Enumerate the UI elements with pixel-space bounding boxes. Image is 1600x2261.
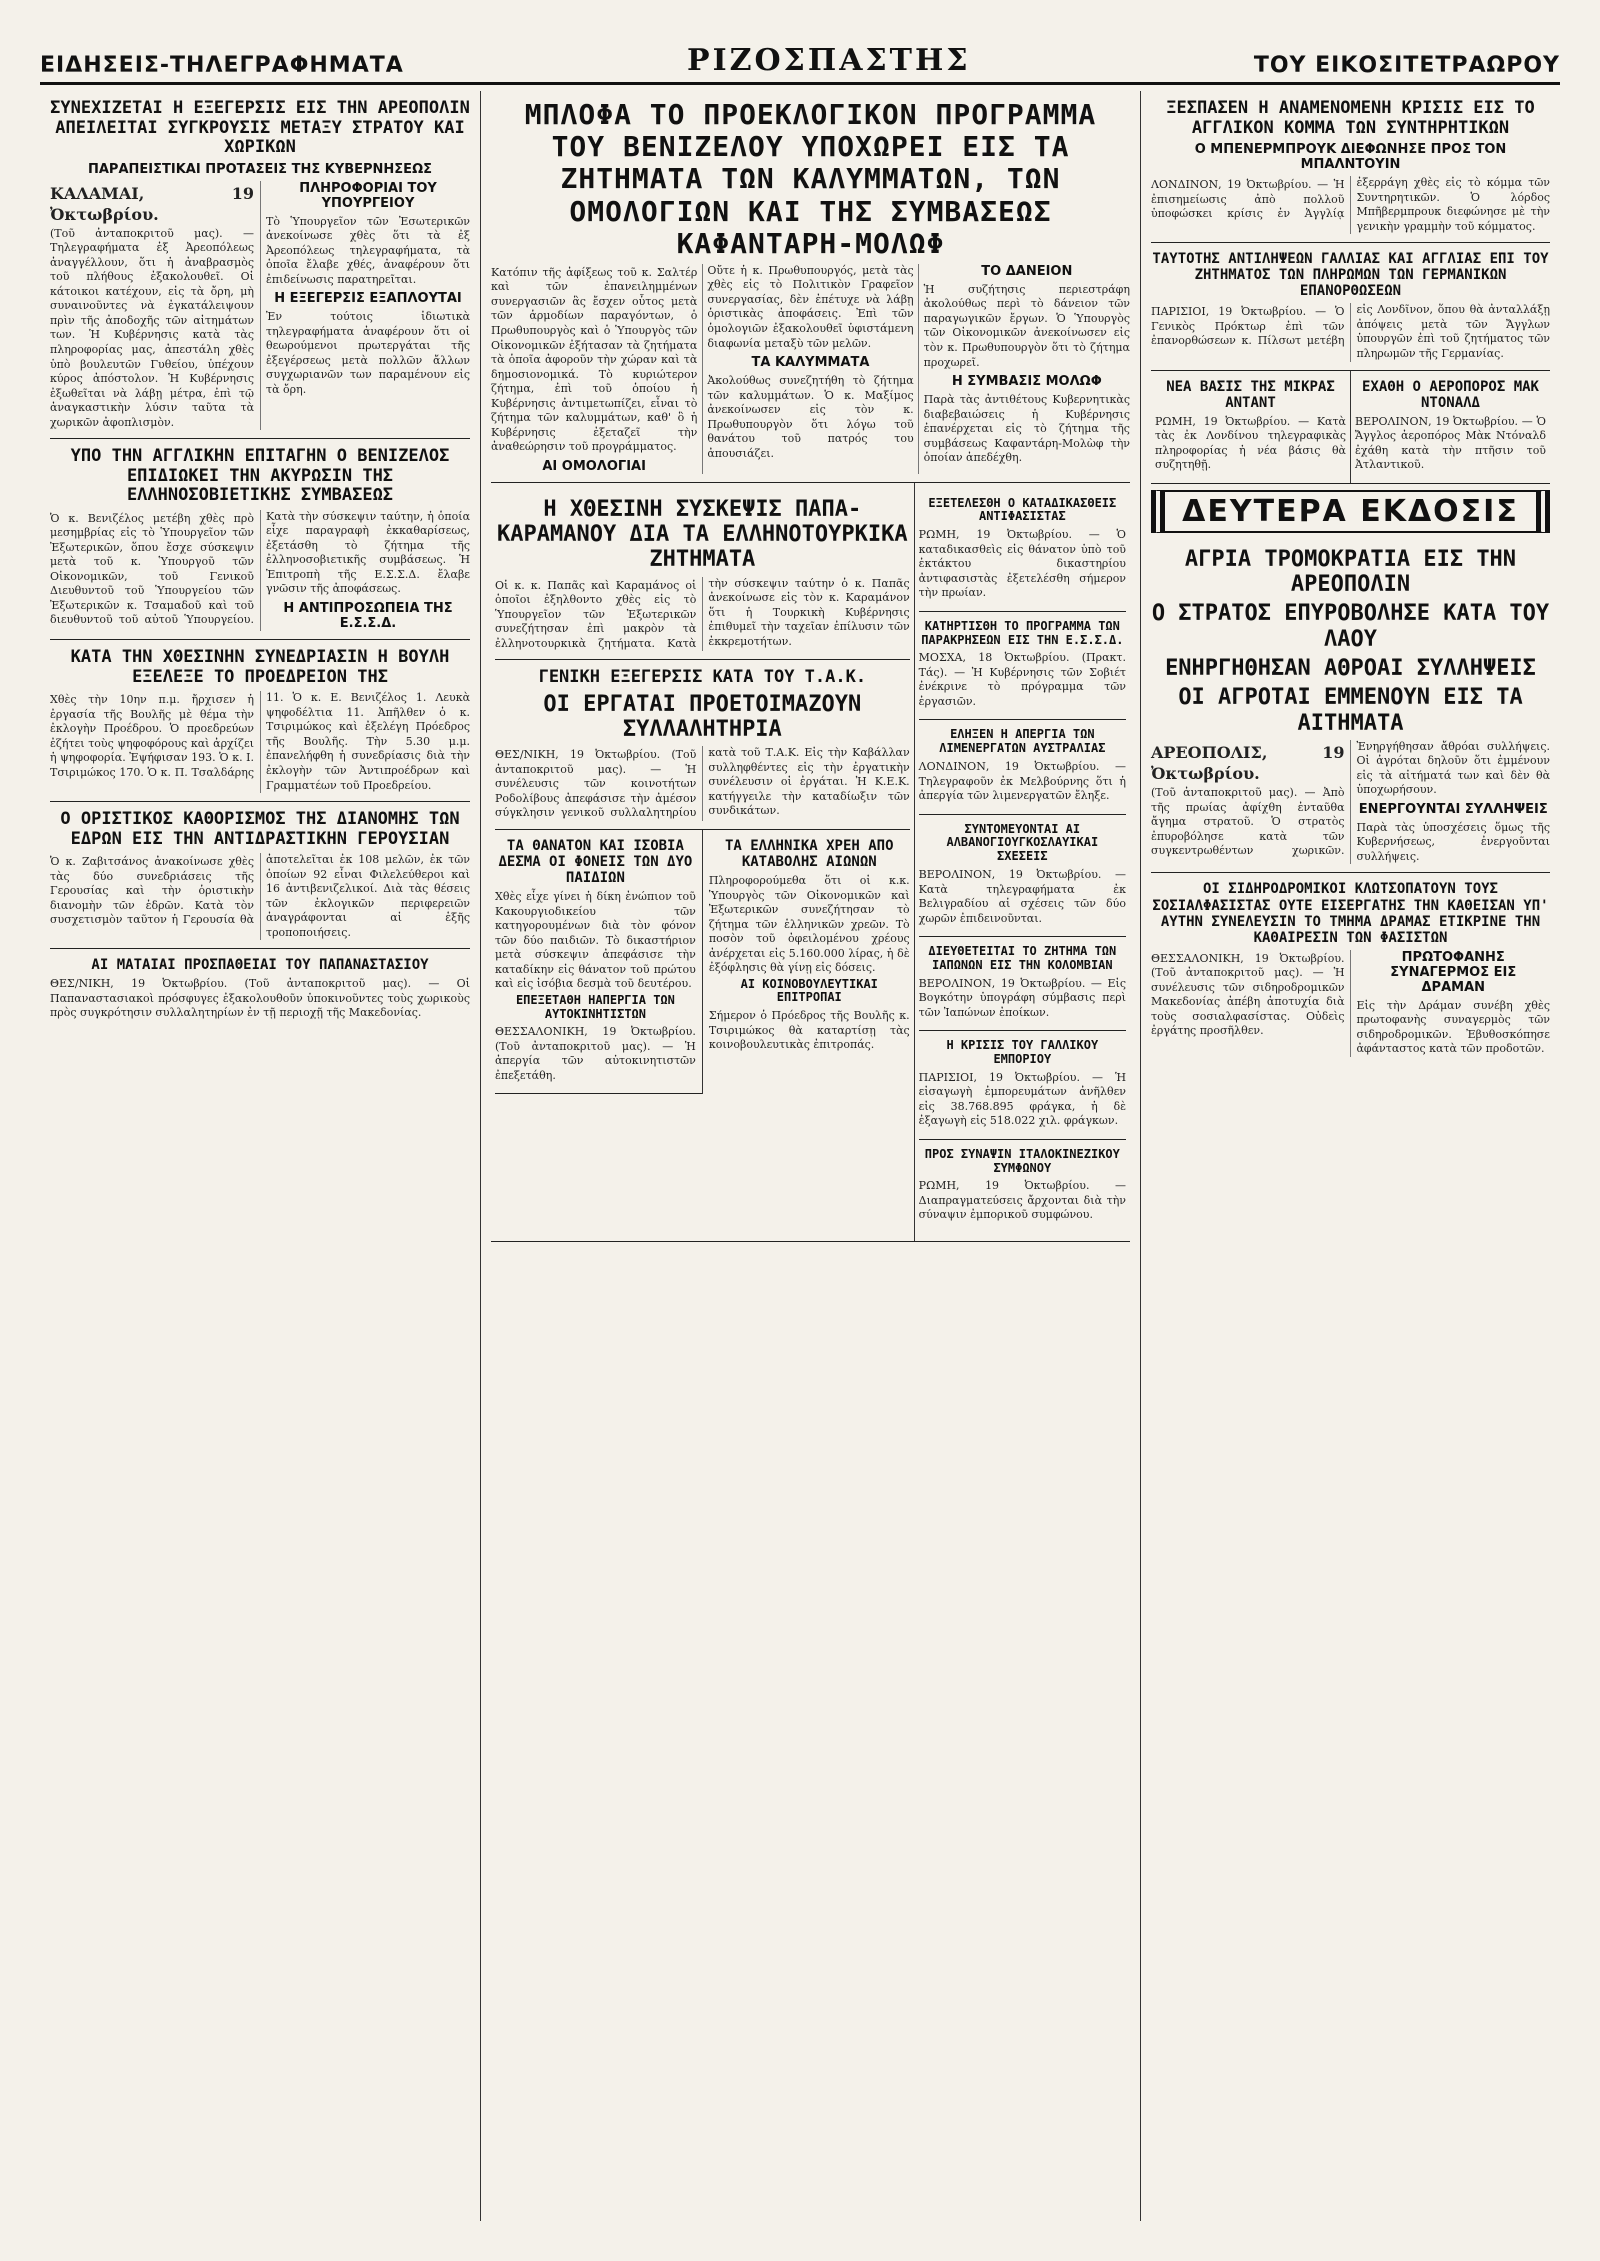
article-ussr-program	[919, 612, 1126, 721]
section-heading: ΤΑ ΚΑΛΥΜΜΑΤΑ	[751, 355, 870, 371]
body-text: ΛΟΝΔΙΝΟΝ, 19 Ὀκτωβρίου. — Τηλεγραφοῦν ἐκ Μελβούρνης ὅτι ἡ ἀπεργία τῶν λιμενεργατῶν ἔληξε.	[918, 760, 1126, 803]
newspaper-name: ΡΙΖΟΣΠΑΣΤΗΣ	[687, 43, 971, 78]
subheadline: Ο ΜΠΕΝΕΡΜΠΡΟΥΚ ΔΙΕΦΩΝΗΣΕ ΠΡΟΣ ΤΟΝ ΜΠΑΛΝΤΟΥΙΝ	[1194, 142, 1507, 173]
headline: ΕΠΕΞΕΤΑΘΗ ΗΑΠΕΡΓΙΑ ΤΩΝ ΑΥΤΟΚΙΝΗΤΙΣΤΩΝ	[515, 992, 675, 1021]
article-body	[50, 691, 470, 793]
body-text: Χθὲς τὴν 10ην π.μ. ἤρχισεν ἡ ἐργασία τῆς Βουλῆς μὲ θέμα τὴν ἐκλογὴν Προέδρου. Ὁ προεδρεύων ἐζήτει τοὺς ψηφοφόρους καὶ ἀρχίζει ἡ ψηφοφορία. Ἐψήφισαν 193. Ὁ κ. Ι. Τσιριμώκος 170. Ὁ κ. Π. Τσαλδάρης 11. Ὁ κ. Ε. Βενιζέλος 1. Λευκὰ ψηφοδέλτια 11. Ἀπῆλθεν ὁ κ. Τσιριμώκος καὶ ἐξελέγη Πρόεδρος τῆς Βουλῆς. Τὴν 5.30 μ.μ. ἐπανελήφθη ἡ συνεδρίασις διὰ τὴν ἐκλογὴν τῶν Ἀντιπροέδρων καὶ Γραμματέων τοῦ Προεδρείου.	[50, 691, 470, 792]
article-venizelos-program	[491, 91, 1130, 483]
masthead	[40, 40, 1560, 85]
headline: ΠΡΟΣ ΣΥΝΑΨΙΝ ΙΤΑΛΟΚΙΝΕΖΙΚΟΥ ΣΥΜΦΩΝΟΥ	[924, 1146, 1120, 1175]
headline: ΣΥΝΤΟΜΕΥΟΝΤΑΙ ΑΙ ΑΛΒΑΝΟΓΙΟΥΓΚΟΣΛΑΥΙΚΑΙ ΣΧΕΣΕΙΣ	[946, 821, 1099, 864]
article-areopolis	[50, 91, 470, 439]
body-text: (Τοῦ ἀνταποκριτοῦ μας). — Ἀπὸ τῆς πρωίας ἀφίχθη ἐνταῦθα ἄγημα στρατοῦ. Ὁ στρατὸς ἐπυροβόλησε κατὰ τῶν συγκεντρωθέντων χωρικῶν. Ἐνηργήθησαν ἄθρόαι συλλήψεις. Οἱ ἀγρόται δηλοῦν ὅτι ἐμμένουν εἰς τὰ αἰτήματά των καὶ δὲν θὰ ὑποχωρήσουν.	[1151, 739, 1550, 858]
article-macdonald	[1350, 371, 1550, 483]
columns	[40, 91, 1560, 2221]
body-text: ΛΟΝΔΙΝΟΝ, 19 Ὀκτωβρίου. — Ἡ ἐπισημείωσις ἀπὸ πολλοῦ ὑποφώσκει κρίσις ἐν Ἀγγλίᾳ ἐξερράγη χθὲς εἰς τὸ κόμμα τῶν Συντηρητικῶν. Ὁ λόρδος Μπῆβερμπρουκ διεφώνησε μὲ τὴν γενικὴν γραμμὴν τοῦ κόμματος.	[1151, 176, 1550, 233]
article-tak	[495, 660, 910, 830]
article-body	[1151, 950, 1550, 1057]
article-reparations	[1151, 243, 1550, 370]
article-body	[50, 181, 470, 430]
body-text: ΘΕΣΣΑΛΟΝΙΚΗ, 19 Ὀκτωβρίου. (Τοῦ ἀνταποκριτοῦ μας). — Ἡ ἀπεργία τῶν αὐτοκινητιστῶν ἐπεξετάθη.	[495, 1025, 696, 1082]
article-body	[50, 510, 470, 632]
column-right	[1140, 91, 1560, 2221]
article-antifascist	[919, 489, 1126, 612]
article-areopolis-terror	[1151, 539, 1550, 874]
body-text: Χθὲς εἶχε γίνει ἡ δίκη ἐνώπιον τοῦ Κακουργιοδικείου τῶν κατηγορουμένων διὰ τὸν φόνον τῶν δύο παιδιῶν. Τὸ δικαστήριον μετὰ σύσκεψιν ἀπεφάσισε τὴν καταδίκην εἰς θάνατον τοῦ πρώτου καὶ εἰς ἰσόβια δεσμὰ τοῦ δευτέρου.	[495, 890, 696, 991]
section-heading: ΑΙ ΟΜΟΛΟΓΙΑΙ	[542, 458, 646, 474]
headline: ΑΓΡΙΑ ΤΡΟΜΟΚΡΑΤΙΑ ΕΙΣ ΤΗΝ ΑΡΕΟΠΟΛΙΝ	[1184, 546, 1517, 598]
body-text: Ὁ κ. Βενιζέλος μετέβη χθὲς πρὸ μεσημβρίας εἰς τὸ Ὑπουργεῖον τῶν Ἐξωτερικῶν, ὅπου ἔσχε σύσκεψιν μετὰ τοῦ κ. Ὑπουργοῦ τῶν Οἰκονομικῶν, τοῦ Γενικοῦ Διευθυντοῦ τοῦ Ὑπουργείου τῶν Ἐξωτερικῶν κ. Τσαμαδοῦ καὶ τοῦ διευθυντοῦ τοῦ αὐτοῦ Ὑπουργείου. Κατὰ τὴν σύσκεψιν ταύτην, ἡ ὁποία εἶχε παραγραφὴ ἐκκαθαρίσεως, ἐξετάσθη τὸ ζήτημα τῆς ἐλληνοσοβιετικῆς συμβάσεως. Ἡ Ἐπιτροπὴ τῆς Ε.Σ.Σ.Δ. ἔλαβε γνῶσιν τῆς ἀποφάσεως.	[50, 509, 470, 627]
article-greek-debts	[702, 830, 910, 1095]
body-text: Σήμερον ὁ Πρόεδρος τῆς Βουλῆς κ. Τσιριμώκος θὰ καταρτίσῃ τὰς κοινοβουλευτικὰς ἐπιτροπάς.	[708, 1009, 910, 1052]
body-text: Παρὰ τὰς ἀντιθέτους Κυβερνητικὰς διαβεβαιώσεις ἡ Κυβέρνησις ἐπανέρχεται εἰς τὸ ζήτημα τῆς συμβάσεως Καφαντάρη-Μολὼφ τὴν ὁποίαν ἀπεδέχθη.	[923, 393, 1130, 465]
headline: ΕΝΗΡΓΗΘΗΣΑΝ ΑΘΡΟΑΙ ΣΥΛΛΗΨΕΙΣ	[1165, 655, 1536, 681]
headline: ΟΙ ΕΡΓΑΤΑΙ ΠΡΟΕΤΟΙΜΑΖΟΥΝ ΣΥΛΛΑΛΗΤΗΡΙΑ	[543, 691, 862, 742]
body-text: Πληροφορούμεθα ὅτι οἱ κ.κ. Ὑπουργὸς τῶν Οἰκονομικῶν καὶ Ἐξωτερικῶν συνεζήτησαν τὸ ζήτημα τῶν ἑλληνικῶν χρεῶν. Τὸ ποσὸν τοῦ ὀφειλομένου χρέους ἀνέρχεται εἰς 5.160.000 λίρας, ἡ δὲ ἐξόφλησις θὰ γίνῃ εἰς δόσεις.	[708, 874, 910, 975]
section-title: ΕΙΔΗΣΕΙΣ-ΤΗΛΕΓΡΑΦΗΜΑΤΑ	[40, 53, 404, 78]
article-body	[491, 264, 1130, 474]
row-right-small	[1151, 371, 1550, 484]
body-text: ΠΑΡΙΣΙΟΙ, 19 Ὀκτωβρίου. — Ὁ Γενικὸς Πρόκτωρ ἐπὶ τῶν ἐπανορθώσεων κ. Πίλσωτ μετέβη εἰς Λονδῖνον, ὅπου θὰ ἀνταλλάξῃ ἀπόψεις μετὰ τῶν Ἄγγλων ὑπουργῶν ἐπὶ τοῦ ζητήματος τῶν πληρωμῶν τῆς Γερμανίας.	[1151, 303, 1550, 360]
body-text: ΒΕΡΟΛΙΝΟΝ, 19 Ὀκτωβρίου. — Κατὰ τηλεγραφήματα ἐκ Βελιγραδίου αἱ σχέσεις τῶν δύο χωρῶν ἐπιδεινοῦνται.	[918, 868, 1126, 925]
headline: ΥΠΟ ΤΗΝ ΑΓΓΛΙΚΗΝ ΕΠΙΤΑΓΗΝ Ο ΒΕΝΙΖΕΛΟΣ ΕΠΙΔΙΩΚΕΙ ΤΗΝ ΑΚΥΡΩΣΙΝ ΤΗΣ ΕΛΛΗΝΟΣΟΒΙΕΤΙΚΗΣ ΣΥΜΒΑΣΕΩΣ	[70, 446, 450, 506]
article-body	[495, 746, 910, 821]
article-venizelos-soviet	[50, 439, 470, 640]
box-title: Η ΕΞΕΓΕΡΣΙΣ ΕΞΑΠΛΟΥΤΑΙ	[274, 291, 462, 307]
body-text: ΘΕΣΣΑΛΟΝΙΚΗ, 19 Ὀκτωβρίου. (Τοῦ ἀνταποκριτοῦ μας). — Ἡ συνέλευσις τῶν σιδηροδρομικῶν Μακεδονίας ἀπέβη ἀποτυχία διὰ τοὺς σοσιαλφασίστας. Οὐδεὶς ἐργάτης προσῆλθεν.	[1151, 951, 1345, 1038]
headline: Ο ΣΤΡΑΤΟΣ ΕΠΥΡΟΒΟΛΗΣΕ ΚΑΤΑ ΤΟΥ ΛΑΟΥ	[1151, 601, 1550, 652]
body-text: Τὸ Ὑπουργεῖον τῶν Ἐσωτερικῶν ἀνεκοίνωσε χθὲς ὅτι τὰ ἐξ Ἀρεοπόλεως τηλεγραφήματα, τὰ ὁποῖα ἔλαβε χθές, ἀναφέρουν ὅτι ἐπιδείνωσις παρατηρεῖται.	[266, 214, 470, 286]
body-text: ΘΕΣ/ΝΙΚΗ, 19 Ὀκτωβρίου. (Τοῦ ἀνταποκριτοῦ μας). — Οἱ Παπαναστασιακοὶ πρόσφυγες ἐξακολουθοῦν ὑποκινοῦντες τοὺς χωρικοὺς πρὸς συγκρότησιν συλλαλητηρίων ἐν τῇ περιοχῇ τῆς Μακεδονίας.	[50, 977, 470, 1020]
box-title: ΠΛΗΡΟΦΟΡΙΑΙ ΤΟΥ ΥΠΟΥΡΓΕΙΟΥ	[299, 180, 437, 211]
subcolumn	[491, 483, 914, 1241]
subrow	[495, 830, 910, 1095]
article-french-trade	[919, 1031, 1126, 1140]
headline: ΤΑ ΘΑΝΑΤΟΝ ΚΑΙ ΙΣΟΒΙΑ ΔΕΣΜΑ ΟΙ ΦΟΝΕΙΣ ΤΩΝ ΔΥΟ ΠΑΙΔΙΩΝ	[498, 837, 693, 887]
article-railway-workers	[1151, 873, 1550, 1064]
article-senate	[50, 802, 470, 949]
headline: Η ΚΡΙΣΙΣ ΤΟΥ ΓΑΛΛΙΚΟΥ ΕΜΠΟΡΙΟΥ	[946, 1038, 1099, 1066]
article-body	[1151, 176, 1550, 234]
body-text: Οἱ κ. κ. Παπᾶς καὶ Καραμάνος οἱ ὁποῖοι ἐξηλθοντο χθὲς εἰς τὸ Ὑπουργεῖον τῶν Ἐξωτερικῶν συνεζήτησαν ἐπὶ μακρὸν τὰ ἐλληνοτουρκικὰ ζητήματα. Κατὰ τὴν σύσκεψιν ταύτην ὁ κ. Παπᾶς ἀνεκοίνωσε εἰς τὸν κ. Καραμάνον ὅτι ἡ Τουρκικὴ Κυβέρνησις ἐπιθυμεῖ τὴν ταχεῖαν ἐπίλυσιν τῶν ἐκκρεμοτήτων.	[495, 576, 910, 650]
article-body	[1151, 303, 1550, 361]
body-text: (Τοῦ ἀνταποκριτοῦ μας). — Τηλεγραφήματα ἐξ Ἀρεοπόλεως ἀναγγέλλουν, ὅτι ἡ ἀναβρασμὸς τοῦ πλήθους ἐξακολουθεῖ. Οἱ κάτοικοι κατέχουν, εἰς τὰ ὄρη, μὴ συναινοῦντες νὰ ἐγκατάλειψουν πρὶν τῆς ἀποδοχῆς τῶν αἰτημάτων των. Ἡ Κυβέρνησις κατὰ τὰς πληροφορίας μας, ἀπεστάλη χθὲς ὑπὸ βουλευτῶν Γυθείου, ὑπέχουν κύρος ἀπόστολον. Ἡ Κυβέρνησις ἐξωθεῖται νὰ λάβῃ μέτρα, ἐπὶ τῷ ἀναγκαστικὴν λύσιν ταῦτα τὰ χωρικῶν ἀφοπλισμὸν.	[50, 226, 254, 429]
dateline: ΑΡΕΟΠΟΛΙΣ, 19 Ὀκτωβρίου.	[1151, 742, 1345, 783]
body-text: Ἡ συζήτησις περιεστράφη ἀκολούθως περὶ τὸ δάνειον τῶν παραγωγικῶν ἔργων. Ὁ Ὑπουργὸς τῶν Οἰκονομικῶν ἀνεκοίνωσεν εἰς τὸν κ. Πρωθυπουργὸν ὅτι τὸ ζήτημα προχωρεῖ.	[923, 282, 1130, 369]
article-conservatives	[1151, 91, 1550, 243]
article-italy-china	[919, 1140, 1126, 1233]
section-heading: ΕΝΕΡΓΟΥΝΤΑΙ ΣΥΛΛΗΨΕΙΣ	[1358, 801, 1548, 817]
headline: ΟΙ ΑΓΡΟΤΑΙ ΕΜΜΕΝΟΥΝ ΕΙΣ ΤΑ ΑΙΤΗΜΑΤΑ	[1178, 685, 1523, 736]
article-little-entente	[1151, 371, 1350, 483]
section-subtitle: ΤΟΥ ΕΙΚΟΣΙΤΕΤΡΑΩΡΟΥ	[1253, 53, 1560, 78]
body-text: ΡΩΜΗ, 19 Ὀκτωβρίου. — Κατὰ τὰς ἐκ Λονδίνου τηλεγραφικὰς πληροφορίας ἡ νέα βάσις θὰ συζητηθῇ.	[1155, 414, 1346, 472]
second-edition-banner: ΔΕΥΤΕΡΑ ΕΚΔΟΣΙΣ	[1151, 490, 1550, 533]
newspaper-page	[40, 40, 1560, 2220]
subheadline: ΠΑΡΑΠΕΙΣΤΙΚΑΙ ΠΡΟΤΑΣΕΙΣ ΤΗΣ ΚΥΒΕΡΝΗΣΕΩΣ	[87, 161, 432, 177]
article-death-sentence	[495, 830, 702, 1095]
headline: ΕΛΗΞΕΝ Η ΑΠΕΡΓΙΑ ΤΩΝ ΛΙΜΕΝΕΡΓΑΤΩΝ ΑΥΣΤΡΑΛΙΑΣ	[939, 727, 1106, 756]
body-text: ΡΩΜΗ, 19 Ὀκτωβρίου. — Διαπραγματεύσεις ἄρχονται διὰ τὴν σύναψιν ἐμπορικοῦ συμφώνου.	[918, 1179, 1126, 1222]
body-text: ΠΑΡΙΣΙΟΙ, 19 Ὀκτωβρίου. — Ἡ εἰσαγωγὴ ἐμπορευμάτων ἀνῆλθεν εἰς 38.768.895 φράγκα, ἡ δὲ ἐξαγωγὴ εἰς 518.022 χιλ. φράγκων.	[918, 1070, 1126, 1128]
body-text: ΘΕΣ/ΝΙΚΗ, 19 Ὀκτωβρίου. (Τοῦ ἀνταποκριτοῦ μας). — Ἡ συνέλευσις τῶν κοινοτήτων Ροδολίβους ἀπεφάσισε τὴν ἀμέσον σύγκλησιν γενικοῦ συλλαλητηρίου κατὰ τοῦ Τ.Α.Κ. Εἰς τὴν Καβάλλαν συλληφθέντες εἰς τὴν ἐργατικὴν συνέλευσιν οἱ ἐργάται. Ἡ Κ.Ε.Κ. κατήγγειλε τὴν καταδίωξιν τῶν συνδικάτων.	[495, 746, 910, 820]
section-heading: ΤΟ ΔΑΝΕΙΟΝ	[981, 263, 1073, 279]
body-text: Παρὰ τὰς ὑποσχέσεις ὅμως τῆς Κυβερνήσεως, ἐνεργοῦνται συλλήψεις.	[1356, 820, 1550, 863]
headline: ΔΙΕΥΘΕΤΕΙΤΑΙ ΤΟ ΖΗΤΗΜΑ ΤΩΝ ΙΑΠΩΝΩΝ ΕΙΣ ΤΗΝ ΚΟΛΟΜΒΙΑΝ	[928, 944, 1117, 972]
headline: ΚΑΤΗΡΤΙΣΘΗ ΤΟ ΠΡΟΓΡΑΜΜΑ ΤΩΝ ΠΑΡΑΚΡΗΣΕΩΝ ΕΙΣ ΤΗΝ Ε.Σ.Σ.Δ.	[921, 618, 1124, 647]
body-text: ΒΕΡΟΛΙΝΟΝ, 19 Ὀκτωβρίου. — Εἰς Βογκότην ὑπογράφη σύμβασις περὶ τῶν Ἰαπώνων ἐποίκων.	[918, 976, 1126, 1019]
headline: Ο ΟΡΙΣΤΙΚΟΣ ΚΑΘΟΡΙΣΜΟΣ ΤΗΣ ΔΙΑΝΟΜΗΣ ΤΩΝ ΕΔΡΩΝ ΕΙΣ ΤΗΝ ΑΝΤΙΔΡΑΣΤΙΚΗΝ ΓΕΡΟΥΣΙΑΝ	[60, 809, 460, 849]
headline: ΣΥΝΕΧΙΖΕΤΑΙ Η ΕΞΕΓΕΡΣΙΣ ΕΙΣ ΤΗΝ ΑΡΕΟΠΟΛΙΝ ΑΠΕΙΛΕΙΤΑΙ ΣΥΓΚΡΟΥΣΙΣ ΜΕΤΑΞΥ ΣΤΡΑΤΟΥ ΚΑΙ ΧΩΡΙΚΩΝ	[50, 98, 470, 158]
body-text: Κατόπιν τῆς ἀφίξεως τοῦ κ. Σαλτέρ καὶ τῶν ἐπανειλημμένων συνεργασιῶν ἃς ἔσχεν οὗτος μετὰ τῶν ἁρμοδίων παραγόντων, ὁ Πρωθυπουργὸς καὶ ὁ Ὑπουργὸς τῶν Οἰκονομικῶν ἐξήτασαν τὰ ζητήματα τὰ ὁποῖα ἀφοροῦν τὴν χώραν καὶ τὰ δημοσιονομικά. Τὸ κυριώτερον ζήτημα, ἐπὶ τοῦ ὁποίου ἡ Κυβέρνησις ἀντιμετωπίζει, εἶναι τὸ ζήτημα τῶν καλυμμάτων, καθ' ὃ ἡ Κυβέρνησις ἐξεταζεῖ τὴν ἀναθεώρησιν τοῦ προγράμματος.	[491, 265, 698, 454]
body-text: Ἀκολούθως συνεζητήθη τὸ ζήτημα τῶν καλυμμάτων. Ὁ κ. Μαξίμος ἀνεκοίνωσεν εἰς τὸν κ. Πρωθυπουργὸν ὅτι λόγω τοῦ θανάτου τοῦ πατρός του ἀπουσιάζει.	[707, 374, 914, 460]
article-parliament	[50, 640, 470, 802]
box-title: Η ΑΝΤΙΠΡΟΣΩΠΕΙΑ ΤΗΣ Ε.Σ.Σ.Δ.	[283, 600, 453, 631]
column-left	[40, 91, 480, 2221]
headline: ΝΕΑ ΒΑΣΙΣ ΤΗΣ ΜΙΚΡΑΣ ΑΝΤΑΝΤ	[1166, 378, 1335, 411]
body-text: ΡΩΜΗ, 19 Ὀκτωβρίου. — Ὁ καταδικασθεὶς εἰς θάνατον ὑπὸ τοῦ ἐκτάκτου δικαστηρίου ἀντιφασιστὰς ἐξετελέσθη σήμερον τὴν πρωίαν.	[918, 528, 1126, 600]
headline: ΤΑ ΕΛΛΗΝΙΚΑ ΧΡΕΗ ΑΠΟ ΚΑΤΑΒΟΛΗΣ ΑΙΩΝΩΝ	[724, 837, 894, 870]
section-heading: ΠΡΩΤΟΦΑΝΗΣ ΣΥΝΑΓΕΡΜΟΣ ΕΙΣ ΔΡΑΜΑΝ	[1390, 949, 1517, 995]
article-albania-yugoslavia	[919, 815, 1126, 937]
headline: ΞΕΣΠΑΣΕΝ Η ΑΝΑΜΕΝΟΜΕΝΗ ΚΡΙΣΙΣ ΕΙΣ ΤΟ ΑΓΓΛΙΚΟΝ ΚΟΜΜΑ ΤΩΝ ΣΥΝΤΗΡΗΤΙΚΩΝ	[1166, 98, 1535, 138]
headline: ΑΙ ΜΑΤΑΙΑΙ ΠΡΟΣΠΑΘΕΙΑΙ ΤΟΥ ΠΑΠΑΝΑΣΤΑΣΙΟΥ	[91, 957, 429, 974]
column-center	[480, 91, 1140, 2221]
article-body	[50, 853, 470, 940]
body-text: ΜΟΣΧΑ, 18 Ὀκτωβρίου. (Πρακτ. Τάς). — Ἡ Κυβέρνησις τῶν Σοβιέτ ἐνέκρινε τὸ πρόγραμμα τῶν ἐργασιῶν.	[918, 651, 1126, 708]
headline: ΕΞΕΤΕΛΕΣΘΗ Ο ΚΑΤΑΔΙΚΑΣΘΕΙΣ ΑΝΤΙΦΑΣΙΣΤΑΣ	[928, 495, 1117, 524]
article-papanastasiou	[50, 949, 470, 1031]
article-body	[495, 577, 910, 652]
headline: ΓΕΝΙΚΗ ΕΞΕΓΕΡΣΙΣ ΚΑΤΑ ΤΟΥ Τ.Α.Κ.	[538, 667, 867, 688]
subcolumn-news	[914, 483, 1130, 1241]
body-text: Ὁ κ. Ζαβιτσάνος ἀνακοίνωσε χθὲς τὰς δύο συνεδριάσεις τῆς Γερουσίας καὶ τὴν ὁριστικὴν διανομὴν τῶν ἑδρῶν. Κατὰ τὸν συσχετισμὸν ταῦτον ἡ Γερουσία θὰ ἀποτελεῖται ἐκ 108 μελῶν, ἐκ τῶν ὁποίων 92 εἶναι Φιλελεύθεροι καὶ 16 ἀντιβενιζελικοί. Διὰ τὰς θέσεις τῶν ἐκλογικῶν περιφερειῶν ἀναγράφονται αἱ ἑξῆς τροποποιήσεις.	[50, 853, 470, 939]
article-body	[1151, 740, 1550, 865]
section-heading: Η ΣΥΜΒΑΣΙΣ ΜΟΛΩΦ	[951, 374, 1102, 390]
headline: ΟΙ ΣΙΔΗΡΟΔΡΟΜΙΚΟΙ ΚΛΩΤΣΟΠΑΤΟΥΝ ΤΟΥΣ ΣΟΣΙΑΛΦΑΣΙΣΤΑΣ ΟΥΤΕ ΕΙΣΕΡΓΑΤΗΣ ΤΗΝ ΚΑΘΕΙΣΑΝ ΥΠ' ΑΥΤΗΝ ΣΥΝΕΛΕΥΣΙΝ ΤΟ ΤΜΗΜΑ ΔΡΑΜΑΣ ΕΤΙΚΡΙΝΕ ΤΗΝ ΚΑΘΑΙΡΕΣΙΝ ΤΩΝ ΦΑΣΙΣΤΩΝ	[1152, 881, 1549, 946]
headline: Η ΧΘΕΣΙΝΗ ΣΥΣΚΕΨΙΣ ΠΑΠΑ-ΚΑΡΑΜΑΝΟΥ ΔΙΑ ΤΑ ΕΛΛΗΝΟΤΟΥΡΚΙΚΑ ΖΗΤΗΜΑΤΑ	[497, 496, 908, 573]
headline: ΕΧΑΘΗ Ο ΑΕΡΟΠΟΡΟΣ ΜΑΚ ΝΤΟΝΑΛΔ	[1361, 378, 1539, 411]
body-text: Ἐν τούτοις ἰδιωτικὰ τηλεγραφήματα ἀναφέρουν ὅτι οἱ θεωρούμενοι πρωτεργάται τῆς ἐξεγέρσεως μετὰ πολλῶν ἄλλων συγχωριανῶν των παραμένουν εἰς τὰ ὄρη.	[266, 310, 470, 396]
body-text: Οὔτε ἡ κ. Πρωθυπουργός, μετὰ τὰς χθὲς εἰς τὸ Πολιτικὸν Γραφεῖον συνεργασίας, δὲν ἐπέτυχε νὰ λάβῃ ὁριστικὰς ἀποφάσεις. Ἐπὶ τῶν ὁμολογιῶν ἐξακολουθεῖ ὑφιστάμενη διαφωνία μεταξὺ τῶν μελῶν.	[707, 263, 914, 350]
dateline: ΚΑΛΑΜΑΙ, 19 Ὀκτωβρίου.	[50, 183, 254, 224]
body-text: ΒΕΡΟΛΙΝΟΝ, 19 Ὀκτωβρίου. — Ὁ Ἄγγλος ἀεροπόρος Μὰκ Ντόναλδ ἐχάθη κατὰ τὴν πτῆσιν τοῦ Ἀτλαντικοῦ.	[1355, 414, 1546, 472]
row-center-mid	[491, 483, 1130, 1242]
headline: ΤΑΥΤΟΤΗΣ ΑΝΤΙΛΗΨΕΩΝ ΓΑΛΛΙΑΣ ΚΑΙ ΑΓΓΛΙΑΣ ΕΠΙ ΤΟΥ ΖΗΤΗΜΑΤΟΣ ΤΩΝ ΠΛΗΡΩΜΩΝ ΤΩΝ ΓΕΡΜΑΝΙΚΩΝ ΕΠΑΝΟΡΘΩΣΕΩΝ	[1152, 251, 1549, 300]
article-japan-colombia	[919, 937, 1126, 1031]
headline: ΑΙ ΚΟΙΝΟΒΟΥΛΕΥΤΙΚΑΙ ΕΠΙΤΡΟΠΑΙ	[740, 976, 878, 1005]
headline: ΚΑΤΑ ΤΗΝ ΧΘΕΣΙΝΗΝ ΣΥΝΕΔΡΙΑΣΙΝ Η ΒΟΥΛΗ ΕΞΕΛΕΞΕ ΤΟ ΠΡΟΕΔΡΕΙΟΝ ΤΗΣ	[70, 647, 450, 687]
article-australia-strike	[919, 720, 1126, 814]
body-text: Εἰς τὴν Δράμαν συνέβη χθὲς πρωτοφανὴς συναγερμὸς τῶν σιδηροδρομικῶν. Ἐβυθοσκόπησε ἀφάνταστος κατὰ τῶν προδοτῶν.	[1356, 998, 1550, 1056]
article-papas-karamanos	[495, 489, 910, 660]
headline: ΜΠΛΟΦΑ ΤΟ ΠΡΟΕΚΛΟΓΙΚΟΝ ΠΡΟΓΡΑΜΜΑ ΤΟΥ ΒΕΝΙΖΕΛΟΥ ΥΠΟΧΩΡΕΙ ΕΙΣ ΤΑ ΖΗΤΗΜΑΤΑ ΤΩΝ ΚΑΛΥΜΜΑΤΩΝ, ΤΩΝ ΟΜΟΛΟΓΙΩΝ ΚΑΙ ΤΗΣ ΣΥΜΒΑΣΕΩΣ ΚΑΦΑΝΤΑΡΗ-ΜΟΛΩΦ	[524, 98, 1097, 260]
